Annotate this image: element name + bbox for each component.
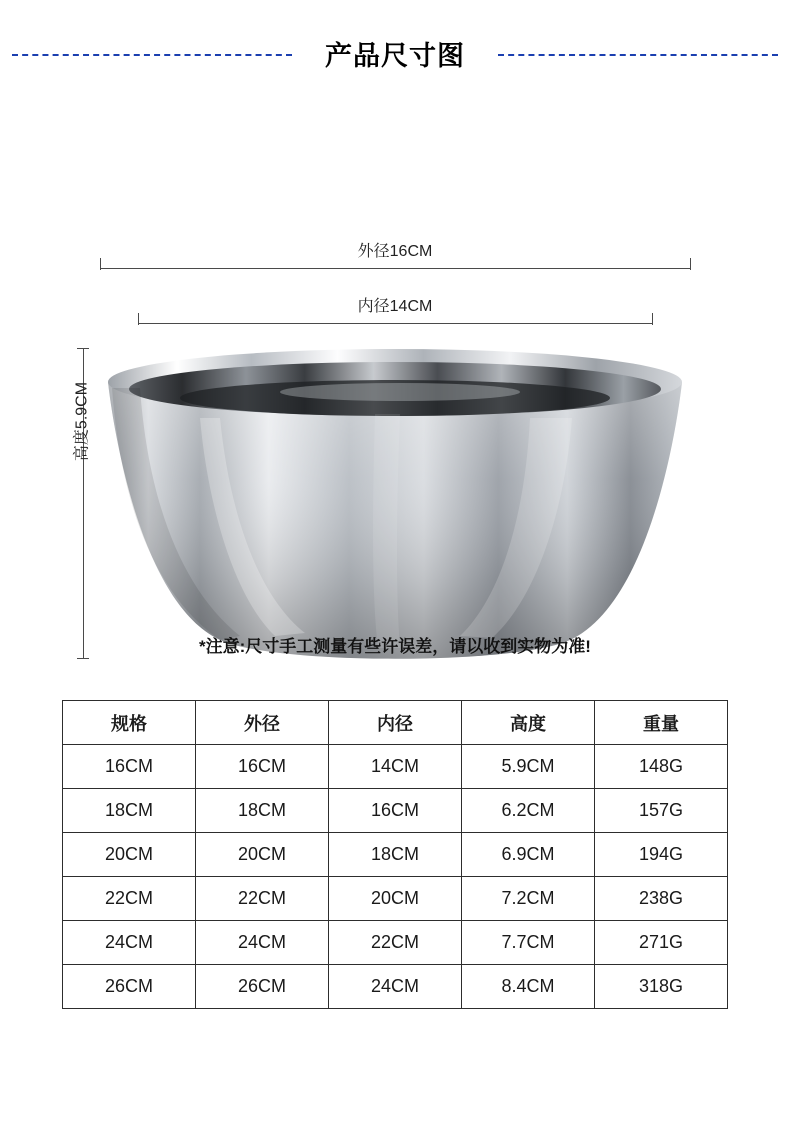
cell-weight: 148G — [595, 745, 728, 789]
table-row — [63, 965, 728, 1009]
cell-inner: 14CM — [329, 745, 462, 789]
table-row — [63, 833, 728, 877]
outer-diameter-tick-left — [100, 258, 101, 270]
cell-spec: 20CM — [63, 833, 196, 877]
cell-inner: 22CM — [329, 921, 462, 965]
table-row — [63, 745, 728, 789]
cell-inner: 18CM — [329, 833, 462, 877]
cell-outer: 24CM — [196, 921, 329, 965]
cell-weight: 194G — [595, 833, 728, 877]
cell-weight: 238G — [595, 877, 728, 921]
cell-spec: 24CM — [63, 921, 196, 965]
cell-inner: 16CM — [329, 789, 462, 833]
cell-spec: 22CM — [63, 877, 196, 921]
cell-weight: 157G — [595, 789, 728, 833]
table-row — [63, 877, 728, 921]
cell-inner: 20CM — [329, 877, 462, 921]
cell-spec: 26CM — [63, 965, 196, 1009]
cell-outer: 16CM — [196, 745, 329, 789]
cell-outer: 26CM — [196, 965, 329, 1009]
cell-weight: 318G — [595, 965, 728, 1009]
cell-outer: 22CM — [196, 877, 329, 921]
table-header-cell-outer: 外径 — [196, 701, 329, 745]
cell-weight: 271G — [595, 921, 728, 965]
cell-height: 7.7CM — [462, 921, 595, 965]
measurement-note: *注意:尺寸手工测量有些许误差，请以收到实物为准! — [199, 637, 591, 656]
cell-height: 6.2CM — [462, 789, 595, 833]
table-header-cell-height: 高度 — [462, 701, 595, 745]
table-header-cell-inner: 内径 — [329, 701, 462, 745]
page-header — [0, 34, 790, 74]
cell-height: 8.4CM — [462, 965, 595, 1009]
table-body — [63, 745, 728, 1009]
cell-inner: 24CM — [329, 965, 462, 1009]
table-head — [63, 701, 728, 745]
cell-height: 5.9CM — [462, 745, 595, 789]
table-row — [63, 921, 728, 965]
page-title — [0, 34, 790, 73]
inner-diameter-line — [138, 323, 652, 324]
table-header-row — [63, 701, 728, 745]
cell-outer: 20CM — [196, 833, 329, 877]
inner-diameter-label: 内径14CM — [357, 298, 433, 315]
inner-diameter-tick-right — [652, 313, 653, 325]
table-row — [63, 789, 728, 833]
height-label: 高度5.9CM — [73, 381, 91, 462]
table-header-cell-weight: 重量 — [595, 701, 728, 745]
page-title-text: 产品尺寸图 — [303, 34, 487, 73]
table-header-cell-spec: 规格 — [63, 701, 196, 745]
cell-spec: 16CM — [63, 745, 196, 789]
inner-diameter-tick-left — [138, 313, 139, 325]
cell-height: 7.2CM — [462, 877, 595, 921]
height-tick-bottom — [77, 658, 89, 659]
outer-diameter-line — [100, 268, 690, 269]
cell-height: 6.9CM — [462, 833, 595, 877]
product-dimension-diagram — [0, 110, 790, 630]
cell-spec: 18CM — [63, 789, 196, 833]
bowl-image — [100, 348, 690, 660]
specifications-table — [62, 700, 728, 1009]
outer-diameter-tick-right — [690, 258, 691, 270]
cell-outer: 18CM — [196, 789, 329, 833]
outer-diameter-label: 外径16CM — [357, 243, 433, 260]
